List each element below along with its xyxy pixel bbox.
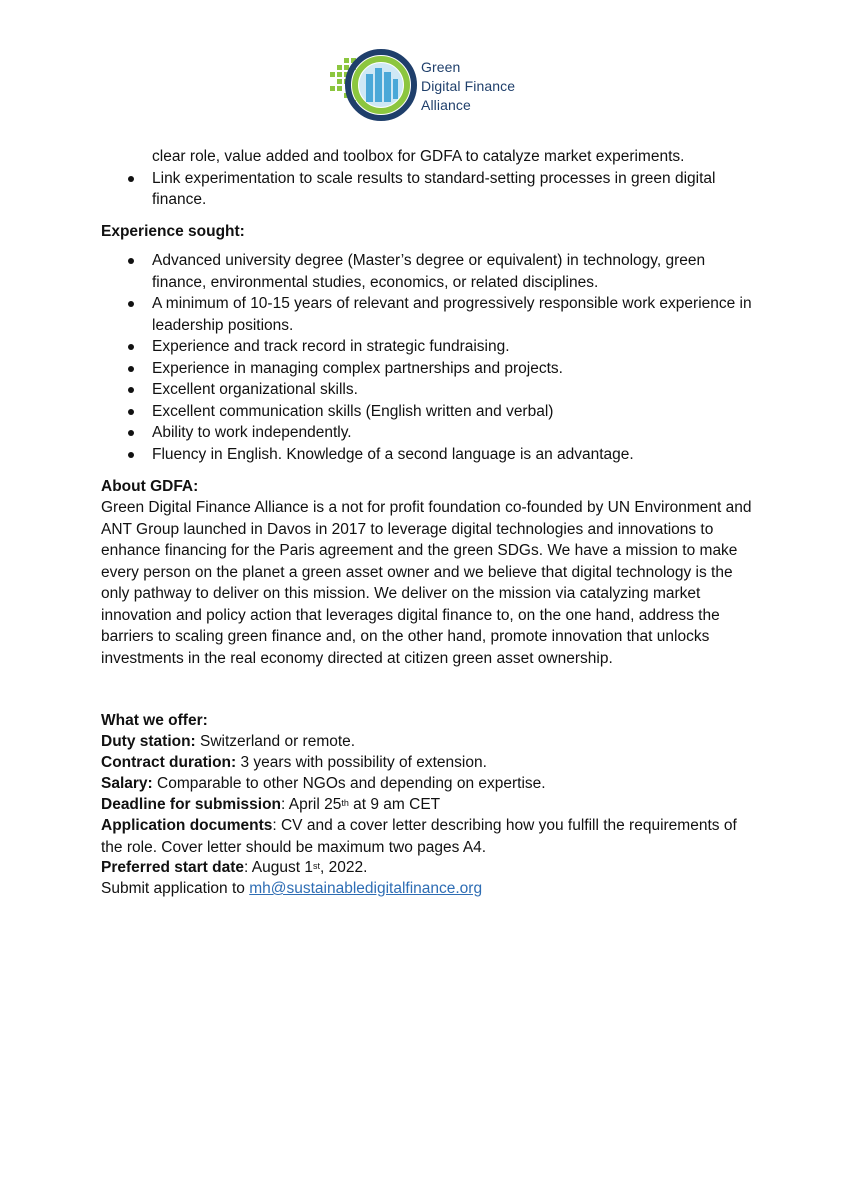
duty-station-line: [101, 731, 761, 753]
list-item: Experience and track record in strategic fundraising.: [101, 336, 761, 358]
contract-duration-label: Contract duration:: [101, 754, 237, 771]
gdfa-logo: [326, 44, 536, 126]
duty-station-label: Duty station:: [101, 733, 196, 750]
list-item: Excellent organizational skills.: [101, 379, 761, 401]
list-item: Excellent communication skills (English written and verbal): [101, 401, 761, 423]
email-link[interactable]: mh@sustainabledigitalfinance.org: [249, 880, 483, 897]
list-item: Ability to work independently.: [101, 422, 761, 444]
list-item: Fluency in English. Knowledge of a second language is an advantage.: [101, 444, 761, 466]
list-item: A minimum of 10-15 years of relevant and progressively responsible work experience in leadership positions.: [101, 293, 761, 336]
about-heading: About GDFA:: [101, 478, 199, 495]
bullet-icon: [128, 430, 134, 436]
start-date-label: Preferred start date: [101, 859, 245, 876]
bullet-icon: [128, 258, 134, 264]
logo-line-3: Alliance: [421, 97, 471, 113]
offer-heading: What we offer:: [101, 712, 208, 729]
list-item: Experience in managing complex partnerships and projects.: [101, 358, 761, 380]
bullet-icon: [128, 301, 134, 307]
deadline-line: Deadline for submission: April 25th at 9 am CET: [101, 796, 441, 813]
list-item: Advanced university degree (Master’s degree or equivalent) in technology, green finance, environmental studies, economics, or related disciplines.: [101, 250, 761, 293]
application-documents-value: : CV and a cover letter describing how you fulfill the requirements of the role. Cover letter should be maximum two pages A4.: [101, 817, 737, 856]
logo-line-1: Green: [421, 59, 461, 75]
contract-duration-value: 3 years with possibility of extension.: [236, 754, 487, 771]
start-date-line: Preferred start date: August 1st, 2022.: [101, 859, 368, 876]
duty-station-value: Switzerland or remote.: [195, 733, 356, 750]
bullet-icon: [128, 176, 134, 182]
bullet-icon: [128, 452, 134, 458]
salary-label: Salary:: [101, 775, 153, 792]
salary-line: [101, 773, 761, 795]
bullet-icon: [128, 409, 134, 415]
about-body: Green Digital Finance Alliance is a not for profit foundation co-founded by UN Environment and ANT Group launched in Davos in 2017 to leverage digital technologies and innovations to enhance financing for the Paris agreement and the green SDGs. We have a mission to make every person on the planet a green asset owner and we believe that digital technology is the only pathway to deliver on this mission. We deliver on the mission via catalyzing market innovation and policy action that leverages digital finance to, on the one hand, address the barriers to scaling green finance and, on the other hand, promote innovation that unlocks investments in the real economy directed at citizen green asset ownership.: [101, 499, 752, 667]
bullet-icon: [128, 366, 134, 372]
salary-value: Comparable to other NGOs and depending on expertise.: [152, 775, 546, 792]
contract-duration-line: [101, 752, 761, 774]
deadline-label: Deadline for submission: [101, 796, 282, 813]
experience-list: [101, 250, 761, 465]
bullet-icon: [128, 344, 134, 350]
bullet-icon: [128, 387, 134, 393]
gdfa-logo-text: [421, 58, 515, 115]
experience-heading: Experience sought:: [101, 223, 245, 240]
logo-line-2: Digital Finance: [421, 78, 516, 94]
continued-list-item: clear role, value added and toolbox for GDFA to catalyze market experiments.: [152, 148, 685, 165]
top-bullet-list: [101, 146, 761, 211]
submit-line: Submit application to mh@sustainabledigitalfinance.org: [101, 880, 483, 897]
application-documents-label: Application documents: [101, 817, 273, 834]
list-item: Link experimentation to scale results to standard-setting processes in green digital finance.: [101, 168, 761, 211]
application-documents-line: [101, 815, 761, 858]
gdfa-logo-icon: [326, 44, 418, 126]
